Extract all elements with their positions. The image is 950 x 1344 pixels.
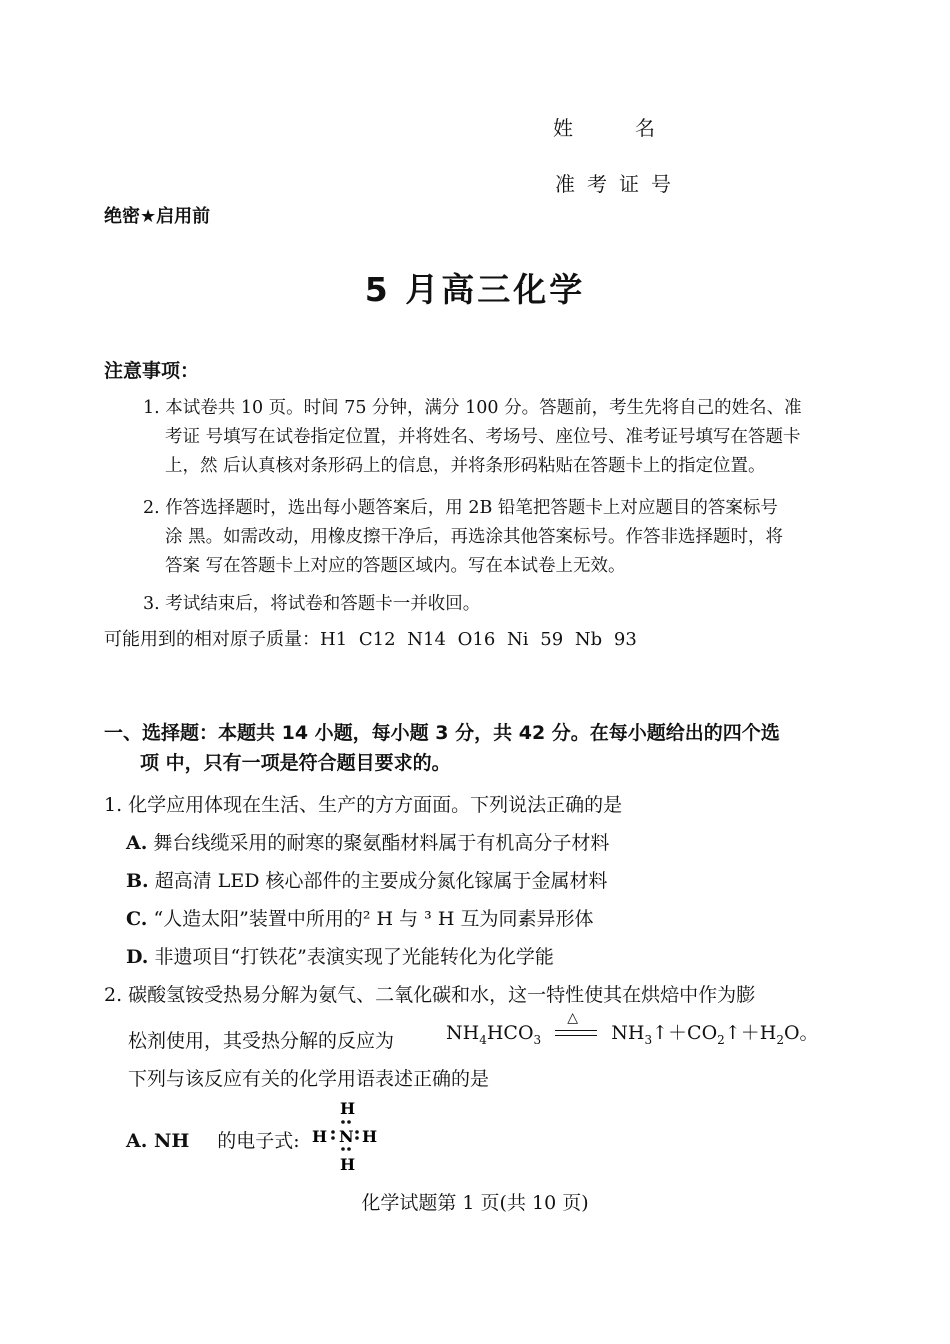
note-line: 涂 黑。如需改动，用橡皮擦干净后，再选涂其他答案标号。作答非选择题时，将 (165, 527, 784, 547)
equation-reactant: HCO (486, 1022, 534, 1044)
decomposition-equation (446, 1010, 819, 1047)
equation-subscript: 4 (479, 1032, 487, 1047)
confidential-mark: 绝密★启用前 (104, 206, 211, 227)
option-text: 的电子式: (217, 1130, 300, 1152)
option-text: “人造太阳”装置中所用的² H 与 ³ H 互为同素异形体 (147, 908, 594, 930)
equation-product: NH (611, 1022, 645, 1044)
question-1-option-a (126, 828, 609, 855)
electron-dot-formula (310, 1098, 380, 1178)
question-2-line2: 松剂使用，其受热分解的反应为 (128, 1030, 395, 1052)
note-line: 1. 本试卷共 10 页。时间 75 分钟，满分 100 分。答题前，考生先将自己的姓名、准 (143, 398, 802, 418)
note-line: 3. 考试结束后，将试卷和答题卡一并收回。 (143, 594, 481, 614)
note-item-1 (143, 394, 802, 481)
option-letter: D. (126, 946, 149, 968)
section-heading (104, 718, 780, 778)
equation-product: CO (687, 1022, 718, 1044)
electron-formula-atom: H (312, 1127, 328, 1146)
equation-subscript: 2 (717, 1032, 725, 1047)
electron-formula-atom: N (339, 1127, 354, 1146)
heat-condition-icon: △ (567, 1010, 578, 1026)
option-text: 非遗项目“打铁花”表演实现了光能转化为化学能 (148, 946, 554, 968)
plus-sign: ＋ (668, 1022, 688, 1044)
option-letter: A. (126, 1130, 148, 1152)
note-item-3 (143, 590, 480, 619)
question-1-option-b (126, 866, 608, 893)
section-heading-line: 项 中，只有一项是符合题目要求的。 (140, 752, 451, 774)
page-title: 5 月高三化学 (364, 270, 586, 309)
option-species: NH (147, 1130, 190, 1152)
page-footer: 化学试题第 1 页(共 10 页) (361, 1192, 589, 1214)
electron-formula-atom: H (362, 1127, 378, 1146)
question-1-stem: 1. 化学应用体现在生活、生产的方方面面。下列说法正确的是 (104, 794, 623, 816)
note-line: 上，然 后认真核对条形码上的信息，并将条形码粘贴在答题卡上的指定位置。 (165, 456, 766, 476)
option-text: 舞台线缆采用的耐寒的聚氨酯材料属于有机高分子材料 (147, 832, 610, 854)
option-letter: A. (126, 832, 148, 854)
option-letter: C. (126, 908, 148, 930)
note-line: 2. 作答选择题时，选出每小题答案后，用 2B 铅笔把答题卡上对应题目的答案标号 (143, 498, 778, 518)
name-label: 姓名 (553, 116, 717, 140)
electron-formula-atom: H (340, 1099, 356, 1118)
equation-product: O。 (783, 1022, 819, 1044)
question-2-stem: 2. 碳酸氢铵受热易分解为氨气、二氧化碳和水，这一特性使其在烘焙中作为膨 (104, 984, 756, 1006)
atomic-masses: 可能用到的相对原子质量：H1 C12 N14 O16 Ni 59 Nb 93 (104, 629, 637, 650)
gas-arrow-icon: ↑ (724, 1022, 741, 1044)
notes-heading: 注意事项： (104, 360, 200, 382)
plus-sign: ＋ (740, 1022, 760, 1044)
note-line: 答案 写在答题卡上对应的答题区域内。写在本试卷上无效。 (165, 556, 626, 576)
electron-formula-atom: H (340, 1155, 356, 1174)
question-2-line3: 下列与该反应有关的化学用语表述正确的是 (128, 1068, 490, 1090)
heat-reaction-sign (553, 1010, 599, 1044)
equation-reactant: NH (446, 1022, 480, 1044)
note-item-2 (143, 494, 783, 581)
question-1-option-d (126, 942, 554, 969)
equation-subscript: 3 (533, 1032, 542, 1047)
equation-subscript: 2 (776, 1032, 784, 1047)
section-heading-line: 一、选择题：本题共 14 小题，每小题 3 分，共 42 分。在每小题给出的四个选 (104, 722, 780, 744)
question-2-option-a (126, 1126, 300, 1153)
exam-id-label: 准考证号 (555, 172, 683, 196)
option-text: 超高清 LED 核心部件的主要成分氮化镓属于金属材料 (148, 870, 608, 892)
equation-subscript: 3 (644, 1032, 653, 1047)
equation-product: H (759, 1022, 777, 1044)
gas-arrow-icon: ↑ (652, 1022, 669, 1044)
option-letter: B. (126, 870, 149, 892)
question-1-option-c (126, 904, 593, 931)
note-line: 考证 号填写在试卷指定位置，并将姓名、考场号、座位号、准考证号填写在答题卡 (165, 427, 801, 447)
